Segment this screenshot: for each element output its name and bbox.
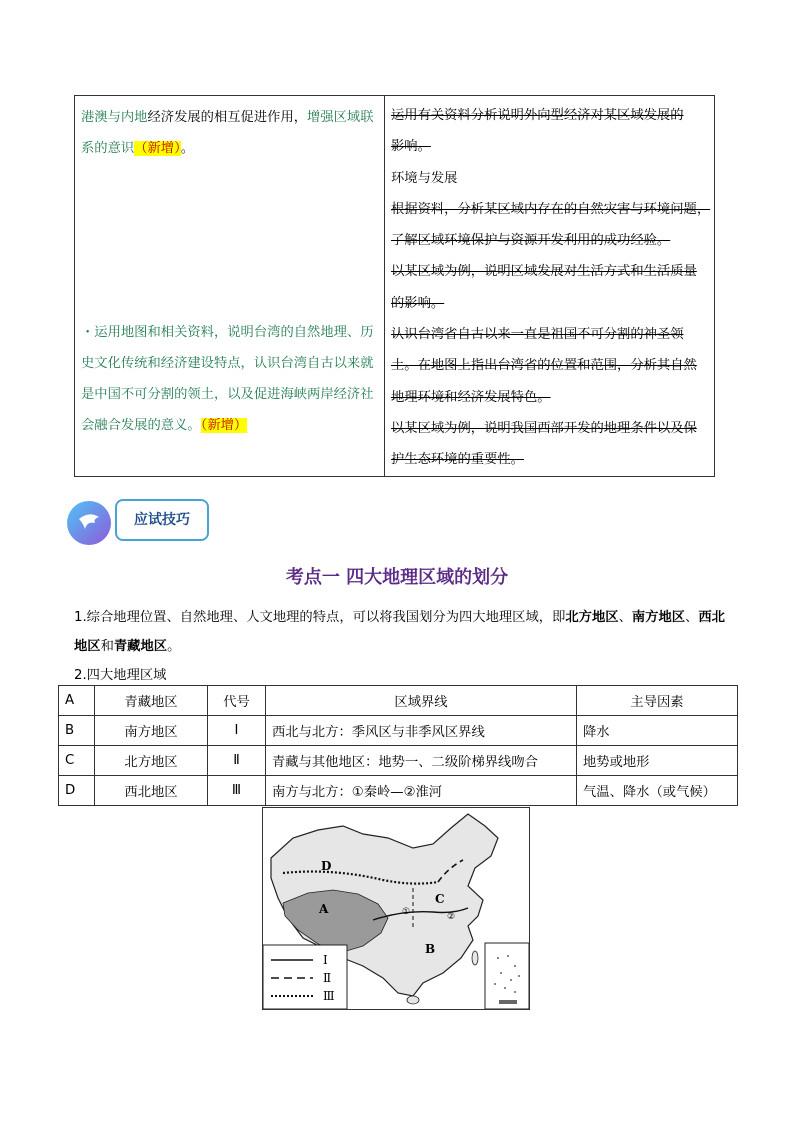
old-line: 的影响。: [391, 295, 445, 311]
plain-text: 经济发展的相互促进作用，: [147, 110, 308, 125]
intro-text: 1.综合地理位置、自然地理、人文地理的特点，可以将我国划分为四大地理区域，即: [74, 610, 566, 625]
map-label-m1: ①: [402, 907, 411, 917]
table-cell: 南方与北方：①秦岭—②淮河: [266, 776, 577, 806]
table-cell: 北方地区: [95, 746, 208, 776]
section-heading: 考点一 四大地理区域的划分: [285, 567, 509, 588]
bold-region: 青藏地区: [113, 639, 168, 654]
legend-label-II: Ⅱ: [323, 971, 332, 985]
section-label: 环境与发展: [391, 170, 458, 186]
map-label-B: B: [425, 942, 436, 956]
old-line: 护生态环境的重要性。: [391, 452, 524, 468]
table-row: [59, 776, 738, 806]
map-label-C: C: [435, 892, 445, 906]
table-cell: 降水: [577, 716, 738, 746]
table-cell: B: [59, 716, 95, 746]
right-column-cell: [385, 96, 715, 477]
green-text: 增强区域联系的意识: [81, 110, 374, 156]
old-line: 影响。: [391, 139, 431, 155]
old-line: 地理环境和经济发展特色。: [391, 389, 551, 405]
table-row: [59, 746, 738, 776]
bird-icon: [75, 509, 103, 537]
table-cell: 南方地区: [95, 716, 208, 746]
new-tag: （新增）: [134, 141, 181, 156]
map-label-A: A: [319, 902, 329, 916]
table-cell: 青藏地区: [95, 686, 208, 716]
hainan-island: [407, 996, 419, 1004]
sep: 、: [685, 610, 699, 625]
bold-region: 北方地区: [565, 610, 619, 625]
sep: 和: [100, 639, 114, 654]
table-cell: 代号: [208, 686, 266, 716]
map-svg: [263, 808, 529, 1009]
intro-paragraph: [74, 603, 734, 661]
old-line: 以某区域为例，说明我国西部开发的地理条件以及保: [391, 420, 697, 436]
sep: 。: [167, 639, 181, 654]
china-regions-map: [262, 807, 530, 1010]
legend-label-I: Ⅰ: [323, 953, 328, 967]
old-line: 以某区域为例，说明区域发展对生活方式和生活质量: [391, 264, 697, 280]
table-cell: D: [59, 776, 95, 806]
skills-badge-label: 应试技巧: [115, 499, 209, 541]
sep: 、: [618, 610, 632, 625]
old-line: 土。在地图上指出台湾省的位置和范围，分析其自然: [391, 358, 697, 374]
table-cell: A: [59, 686, 95, 716]
left-bottom-text: [75, 311, 384, 441]
table-cell: 地势或地形: [577, 746, 738, 776]
old-line: 认识台湾省自古以来一直是祖国不可分割的神圣领: [391, 327, 684, 343]
bold-region: 西北地区: [74, 610, 725, 654]
taiwan-requirement-text: ・运用地图和相关资料，说明台湾的自然地理、历史文化传统和经济建设特点，认识台湾自古以来就是中国不可分割的领土，以及促进海峡两岸经济社会融合发展的意义。: [81, 325, 374, 433]
old-line: 运用有关资料分析说明外向型经济对某区域发展的: [391, 108, 684, 123]
table-cell: Ⅲ: [208, 776, 266, 806]
skills-badge-icon: [67, 501, 111, 545]
old-line: 了解区域环境保护与资源开发利用的成功经验。: [391, 233, 671, 249]
left-top-text: [75, 96, 384, 164]
table-cell: 区域界线: [266, 686, 577, 716]
old-standard-lines: [385, 96, 714, 476]
tail-text: 。: [180, 141, 195, 156]
old-line: 根据资料，分析某区域内存在的自然灾害与环境问题，: [391, 201, 711, 217]
legend-label-III: Ⅲ: [323, 989, 335, 1003]
subheading: 2.四大地理区域: [74, 668, 167, 683]
green-text: 港澳与内地: [81, 110, 148, 125]
table-cell: 青藏与其他地区：地势一、二级阶梯界线吻合: [266, 746, 577, 776]
map-label-m2: ②: [447, 912, 456, 922]
taiwan-island: [472, 951, 478, 965]
map-label-D: D: [321, 859, 332, 873]
bold-region: 南方地区: [631, 610, 686, 625]
table-cell: C: [59, 746, 95, 776]
table-cell: 西北地区: [95, 776, 208, 806]
table-row: [59, 686, 738, 716]
left-column-cell: [75, 96, 385, 477]
table-cell: Ⅱ: [208, 746, 266, 776]
table-cell: Ⅰ: [208, 716, 266, 746]
regions-table: [58, 685, 738, 806]
table-cell: 主导因素: [577, 686, 738, 716]
south-china-sea-inset: [485, 943, 529, 1009]
new-tag: （新增）: [200, 418, 248, 433]
table-cell: 西北与北方：季风区与非季风区界线: [266, 716, 577, 746]
curriculum-compare-table: [74, 95, 715, 477]
table-cell: 气温、降水（或气候）: [577, 776, 738, 806]
table-row: [59, 716, 738, 746]
